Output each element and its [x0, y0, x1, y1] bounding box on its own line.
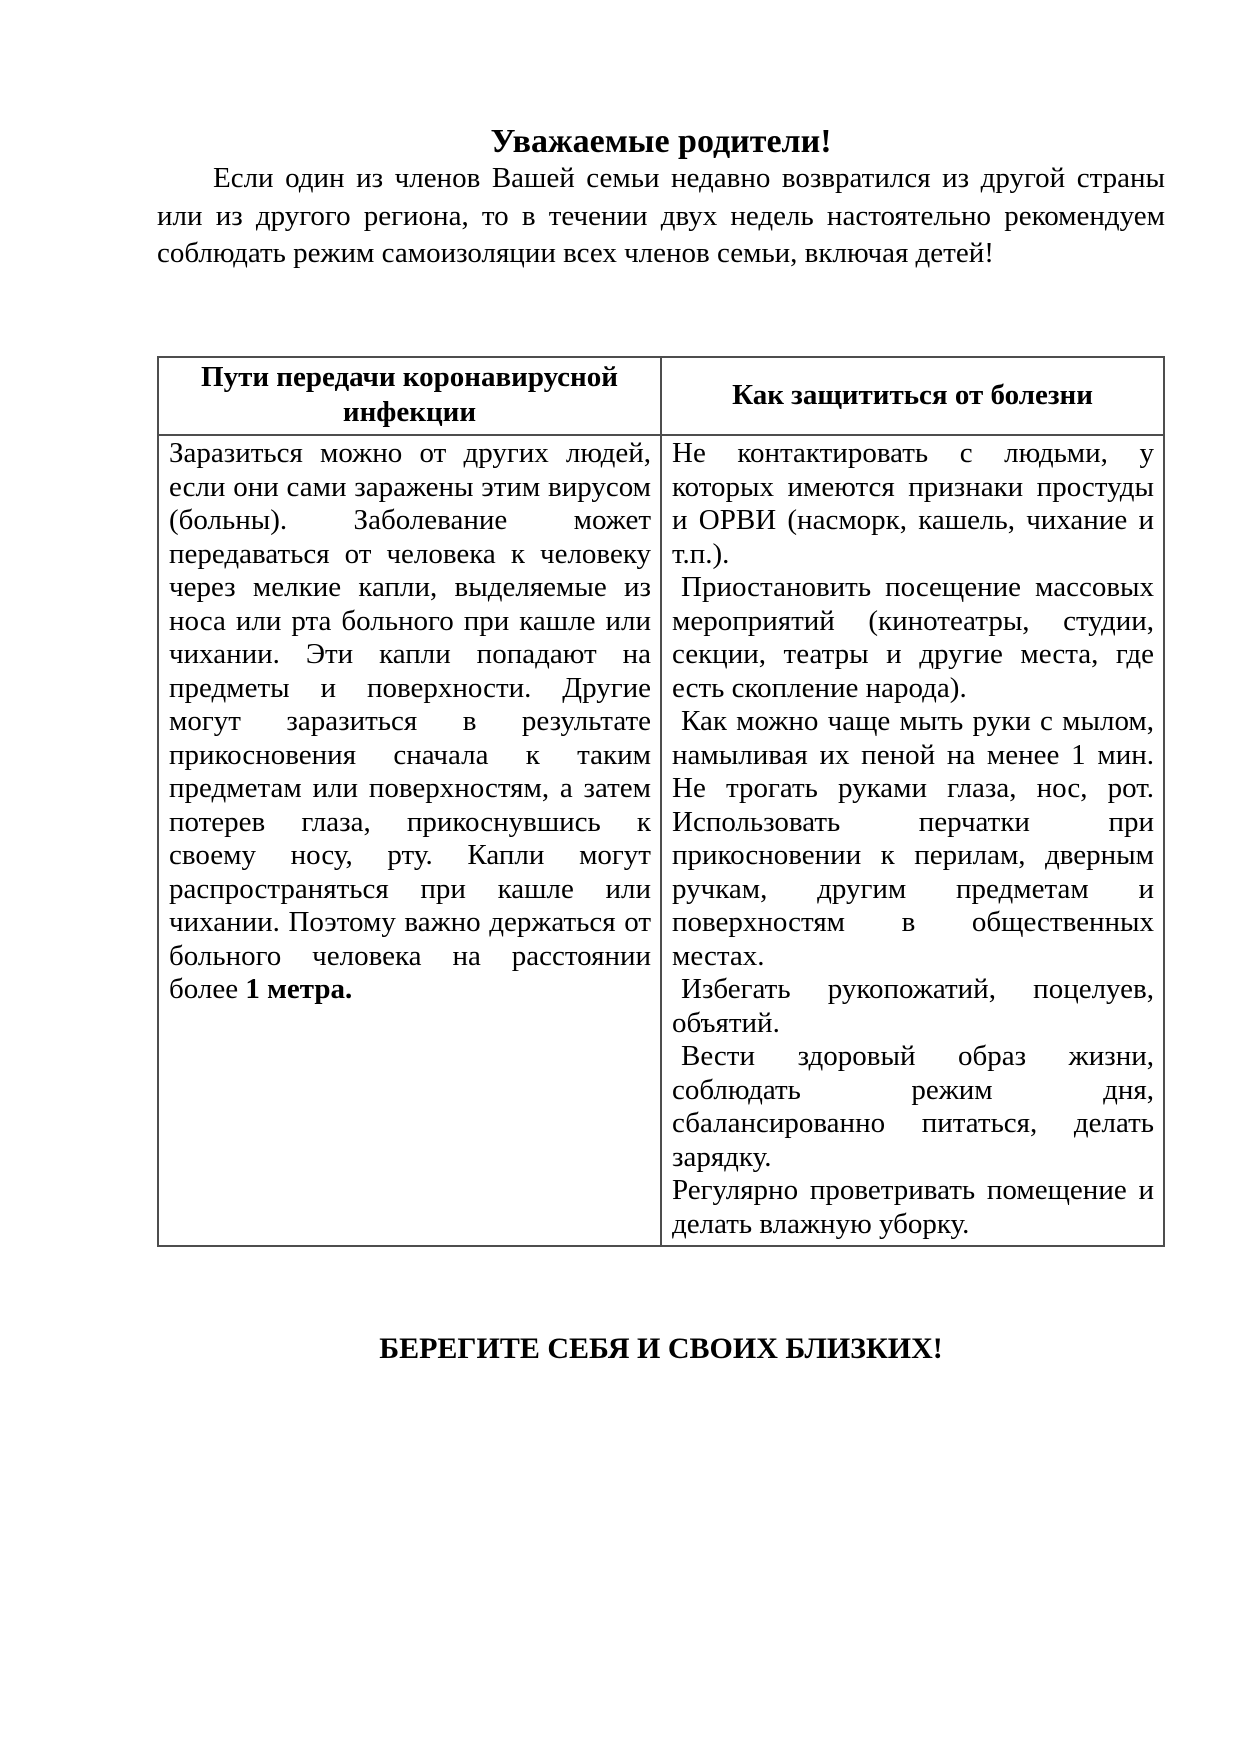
transmission-bold-distance: 1 метра.	[245, 973, 353, 1005]
transmission-text: Заразиться можно от других людей, если они сами заражены этим вирусом (больны). Заболевание может передаваться от человека к человеку через мелкие капли, выделяемые из носа или рта больного при кашле или чихании. Эти капли попадают на предметы и поверхности. Другие могут заразиться в результате прикосновения сначала к таким предметам или поверхностям, а затем потерев глаза, прикоснувшись к своему носу, рту. Капли могут распространяться при кашле или чихании. Поэтому важно держаться от больного человека на расстоянии более	[169, 437, 651, 1005]
table-body-row	[158, 435, 1164, 1246]
document-title: Уважаемые родители!	[490, 122, 832, 160]
protection-paragraph: Как можно чаще мыть руки с мылом, намыливая их пеной на менее 1 мин. Не трогать руками глаза, нос, рот. Использовать перчатки при прикосновении к перилам, дверным ручкам, другим предметам и поверхностям в общественных местах.	[672, 705, 1154, 972]
protection-paragraph: Избегать рукопожатий, поцелуев, объятий.	[672, 973, 1154, 1039]
protection-paragraph: Вести здоровый образ жизни, соблюдать режим дня, сбалансированно питаться, делать зарядку.	[672, 1040, 1154, 1173]
protection-cell	[661, 435, 1164, 1246]
protection-paragraph: Регулярно проветривать помещение и делать влажную уборку.	[672, 1174, 1154, 1240]
intro-paragraph: Если один из членов Вашей семьи недавно возвратился из другой страны или из другого региона, то в течении двух недель настоятельно рекомендуем соблюдать режим самоизоляции всех членов семьи, включая детей!	[157, 162, 1165, 269]
transmission-cell	[158, 435, 661, 1246]
table-header-protection: Как защититься от болезни	[661, 357, 1164, 435]
info-table	[157, 356, 1165, 1247]
protection-paragraph: Приостановить посещение массовых мероприятий (кинотеатры, студии, секции, театры и другие места, где есть скопление народа).	[672, 571, 1154, 704]
info-table-header-row	[158, 357, 1164, 435]
footer-slogan: БЕРЕГИТЕ СЕБЯ И СВОИХ БЛИЗКИХ!	[379, 1332, 943, 1365]
transmission-paragraph	[169, 437, 651, 1007]
table-header-transmission: Пути передачи коронавирусной инфекции	[158, 357, 661, 435]
protection-paragraph: Не контактировать с людьми, у которых имеются признаки простуды и ОРВИ (насморк, кашель, чихание и т.п.).	[672, 437, 1154, 570]
